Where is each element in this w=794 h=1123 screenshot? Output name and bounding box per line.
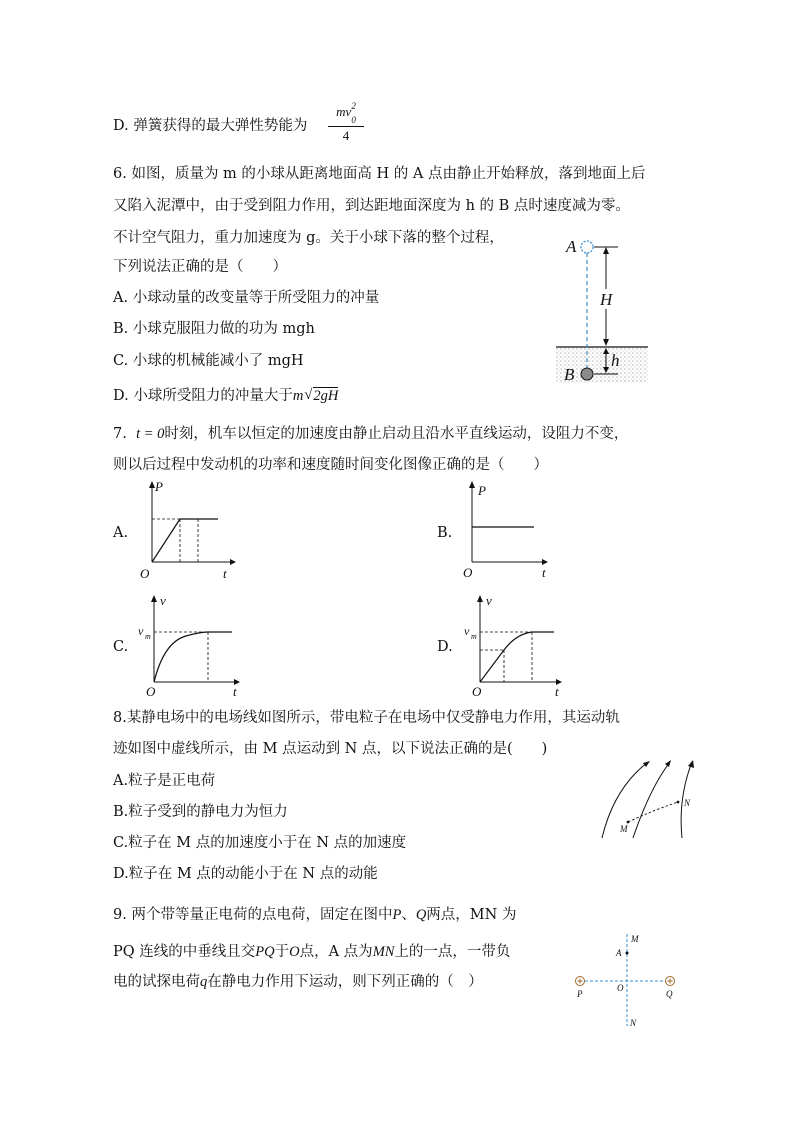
q6-option-c: C. 小球的机械能减小了 mgH — [113, 353, 304, 369]
q8-option-c: C.粒子在 M 点的加速度小于在 N 点的加速度 — [113, 835, 407, 851]
q7-graph-b — [460, 478, 560, 582]
q6-option-a: A. 小球动量的改变量等于所受阻力的冲量 — [113, 290, 380, 306]
power-curve — [152, 519, 180, 562]
field-line-2 — [633, 762, 670, 838]
q6-figure — [556, 236, 656, 386]
svg-text:A: A — [616, 948, 622, 958]
q6-option-b: B. 小球克服阻力做的功为 mgh — [113, 321, 315, 337]
q7-stem-line2: 则以后过程中发动机的功率和速度随时间变化图像正确的是（ ） — [113, 457, 548, 473]
svg-text:O: O — [463, 565, 473, 580]
svg-text:P: P — [155, 479, 163, 494]
q7-option-a-label: A. — [113, 525, 129, 541]
svg-text:v: v — [486, 593, 492, 608]
svg-text:v: v — [138, 624, 144, 638]
velocity-curve — [154, 632, 232, 682]
svg-text:t: t — [233, 684, 237, 699]
svg-text:m: m — [145, 632, 151, 641]
q6-stem-line3: 不计空气阻力，重力加速度为 g。关于小球下落的整个过程， — [113, 230, 504, 246]
q8-stem-line2: 迹如图中虚线所示，由 M 点运动到 N 点，以下说法正确的是( ) — [113, 741, 548, 757]
q9-stem-line2: PQ 连线的中垂线且交PQ于O点，A 点为MN上的一点，一带负 — [113, 944, 511, 960]
q7-graph-d — [462, 592, 572, 700]
q7-stem-line1: 7. t = 0时刻，机车以恒定的加速度由静止启动且沿水平直线运动，设阻力不变， — [113, 426, 629, 442]
svg-text:v: v — [160, 593, 166, 608]
point-a — [626, 952, 629, 955]
svg-text:O: O — [140, 566, 150, 581]
label-H: H — [600, 290, 613, 309]
particle-trajectory — [628, 802, 678, 822]
ball-b — [581, 368, 593, 380]
svg-text:O: O — [146, 684, 156, 699]
svg-text:P: P — [577, 989, 583, 999]
svg-text:m: m — [471, 632, 477, 641]
velocity-curve — [504, 632, 554, 650]
q7-option-b-label: B. — [437, 525, 453, 541]
label-A: A — [566, 237, 577, 256]
svg-text:N: N — [630, 1018, 637, 1028]
svg-text:M: M — [631, 934, 639, 944]
q7-option-d-label: D. — [437, 639, 453, 655]
svg-text:O: O — [472, 684, 482, 699]
svg-text:t: t — [223, 566, 227, 581]
q9-figure — [570, 930, 685, 1030]
q7-option-c-label: C. — [113, 639, 129, 655]
svg-text:O: O — [617, 983, 624, 993]
ball-a — [581, 241, 593, 253]
q8-option-d: D.粒子在 M 点的动能小于在 N 点的动能 — [113, 866, 378, 882]
svg-text:P: P — [478, 483, 486, 498]
sqrt-expression: √ 2gH — [304, 387, 339, 404]
q8-option-b: B.粒子受到的静电力为恒力 — [113, 804, 288, 820]
q9-stem-line3: 电的试探电荷q在静电力作用下运动，则下列正确的（ ） — [113, 974, 483, 990]
svg-text:t: t — [542, 565, 546, 580]
label-h: h — [611, 351, 620, 370]
q9-stem-line1: 9. 两个带等量正电荷的点电荷，固定在图中P、Q两点，MN 为 — [113, 907, 517, 923]
q6-option-d: D. 小球所受阻力的冲量大于m √ 2gH — [113, 387, 339, 404]
svg-text:v: v — [464, 624, 470, 638]
q6-stem-line1: 6. 如图，质量为 m 的小球从距离地面高 H 的 A 点由静止开始释放，落到地面上后 — [113, 166, 646, 182]
q6-stem-line2: 又陷入泥潭中，由于受到阻力作用，到达距地面深度为 h 的 B 点时速度减为零。 — [113, 198, 630, 214]
label-B: B — [564, 365, 575, 384]
q8-option-a: A.粒子是正电荷 — [113, 773, 216, 789]
q5-option-d: D. 弹簧获得的最大弹性势能为 — [113, 118, 308, 134]
svg-text:M: M — [620, 824, 628, 834]
svg-text:t: t — [555, 684, 559, 699]
svg-text:N: N — [684, 798, 691, 808]
q8-stem-line1: 8.某静电场中的电场线如图所示，带电粒子在电场中仅受静电力作用，其运动轨 — [113, 710, 620, 726]
q7-graph-c — [136, 592, 251, 700]
q8-figure — [598, 758, 698, 842]
q7-graph-a — [138, 478, 248, 582]
q6-stem-line4: 下列说法正确的是（ ） — [113, 259, 287, 275]
q5-fraction: mv 2 $_0$ 4 — [328, 104, 364, 145]
svg-text:Q: Q — [666, 989, 673, 999]
